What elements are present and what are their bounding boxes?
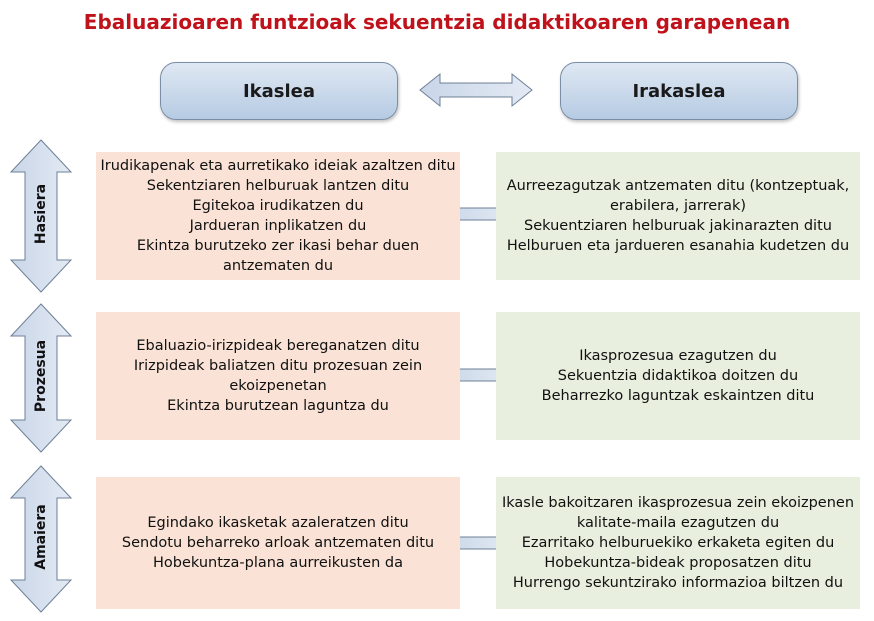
student-line: Sendotu beharreko arloak antzematen ditu xyxy=(121,535,435,551)
student-box-prozesua xyxy=(96,312,460,440)
student-line: Egitekoa irudikatzen du xyxy=(192,198,364,214)
teacher-box-amaiera xyxy=(496,477,860,609)
teacher-line: Ikasprozesua ezagutzen du xyxy=(579,348,777,364)
student-line: Irudikapenak eta aurretikako ideiak azaltzen ditu xyxy=(100,158,456,174)
teacher-line: Ezarritako helburuekiko erkaketa egiten du xyxy=(521,535,835,551)
student-line: Jardueran inplikatzen du xyxy=(189,218,367,234)
teacher-box-hasiera xyxy=(496,152,860,280)
teacher-line: Beharrezko laguntzak eskaintzen ditu xyxy=(541,388,815,404)
teacher-box-prozesua xyxy=(496,312,860,440)
header-teacher-label: Irakaslea xyxy=(632,80,726,102)
phase-label-amaiera: Amaiera xyxy=(33,504,49,570)
teacher-line: Sekuentziaren helburuak jakinarazten ditu xyxy=(524,218,832,234)
teacher-line: kalitate-maila ezagutzen du xyxy=(576,515,780,531)
student-line: Ekintza burutzeko zer ikasi behar duen xyxy=(136,238,420,254)
diagram-title: Ebaluazioaren funtzioak sekuentzia didaktikoaren garapenean xyxy=(83,10,791,34)
teacher-line: Ikasle bakoitzaren ikasprozesua zein ekoizpenen xyxy=(501,495,855,511)
teacher-line: Helburuen eta jardueren esanahia kudetzen du xyxy=(506,238,850,254)
student-line: Ebaluazio-irizpideak bereganatzen ditu xyxy=(136,338,420,354)
phase-label-prozesua: Prozesua xyxy=(33,339,49,413)
teacher-line: Hurrengo sekuntzirako informazioa biltzen du xyxy=(512,575,844,591)
student-box-hasiera xyxy=(96,152,460,280)
teacher-line: Aurreezagutzak antzematen ditu (kontzeptuak, xyxy=(506,178,850,194)
header-student-label: Ikaslea xyxy=(242,80,316,102)
student-box-amaiera xyxy=(96,477,460,609)
student-line: ekoizpenetan xyxy=(229,378,327,394)
student-line: antzematen du xyxy=(222,258,334,274)
teacher-line: Hobekuntza-bideak proposatzen ditu xyxy=(544,555,812,571)
student-line: Hobekuntza-plana aurreikusten da xyxy=(152,555,403,571)
header-double-arrow-icon xyxy=(420,74,532,106)
student-line: Ekintza burutzean laguntza du xyxy=(167,398,389,414)
teacher-line: Sekuentzia didaktikoa doitzen du xyxy=(557,368,799,384)
phase-label-hasiera: Hasiera xyxy=(33,183,49,245)
student-line: Sekentziaren helburuak lantzen ditu xyxy=(146,178,410,194)
student-line: Irizpideak baliatzen ditu prozesuan zein xyxy=(133,358,423,374)
teacher-line: erabilera, jarrerak) xyxy=(609,198,747,214)
student-line: Egindako ikasketak azaleratzen ditu xyxy=(147,515,409,531)
